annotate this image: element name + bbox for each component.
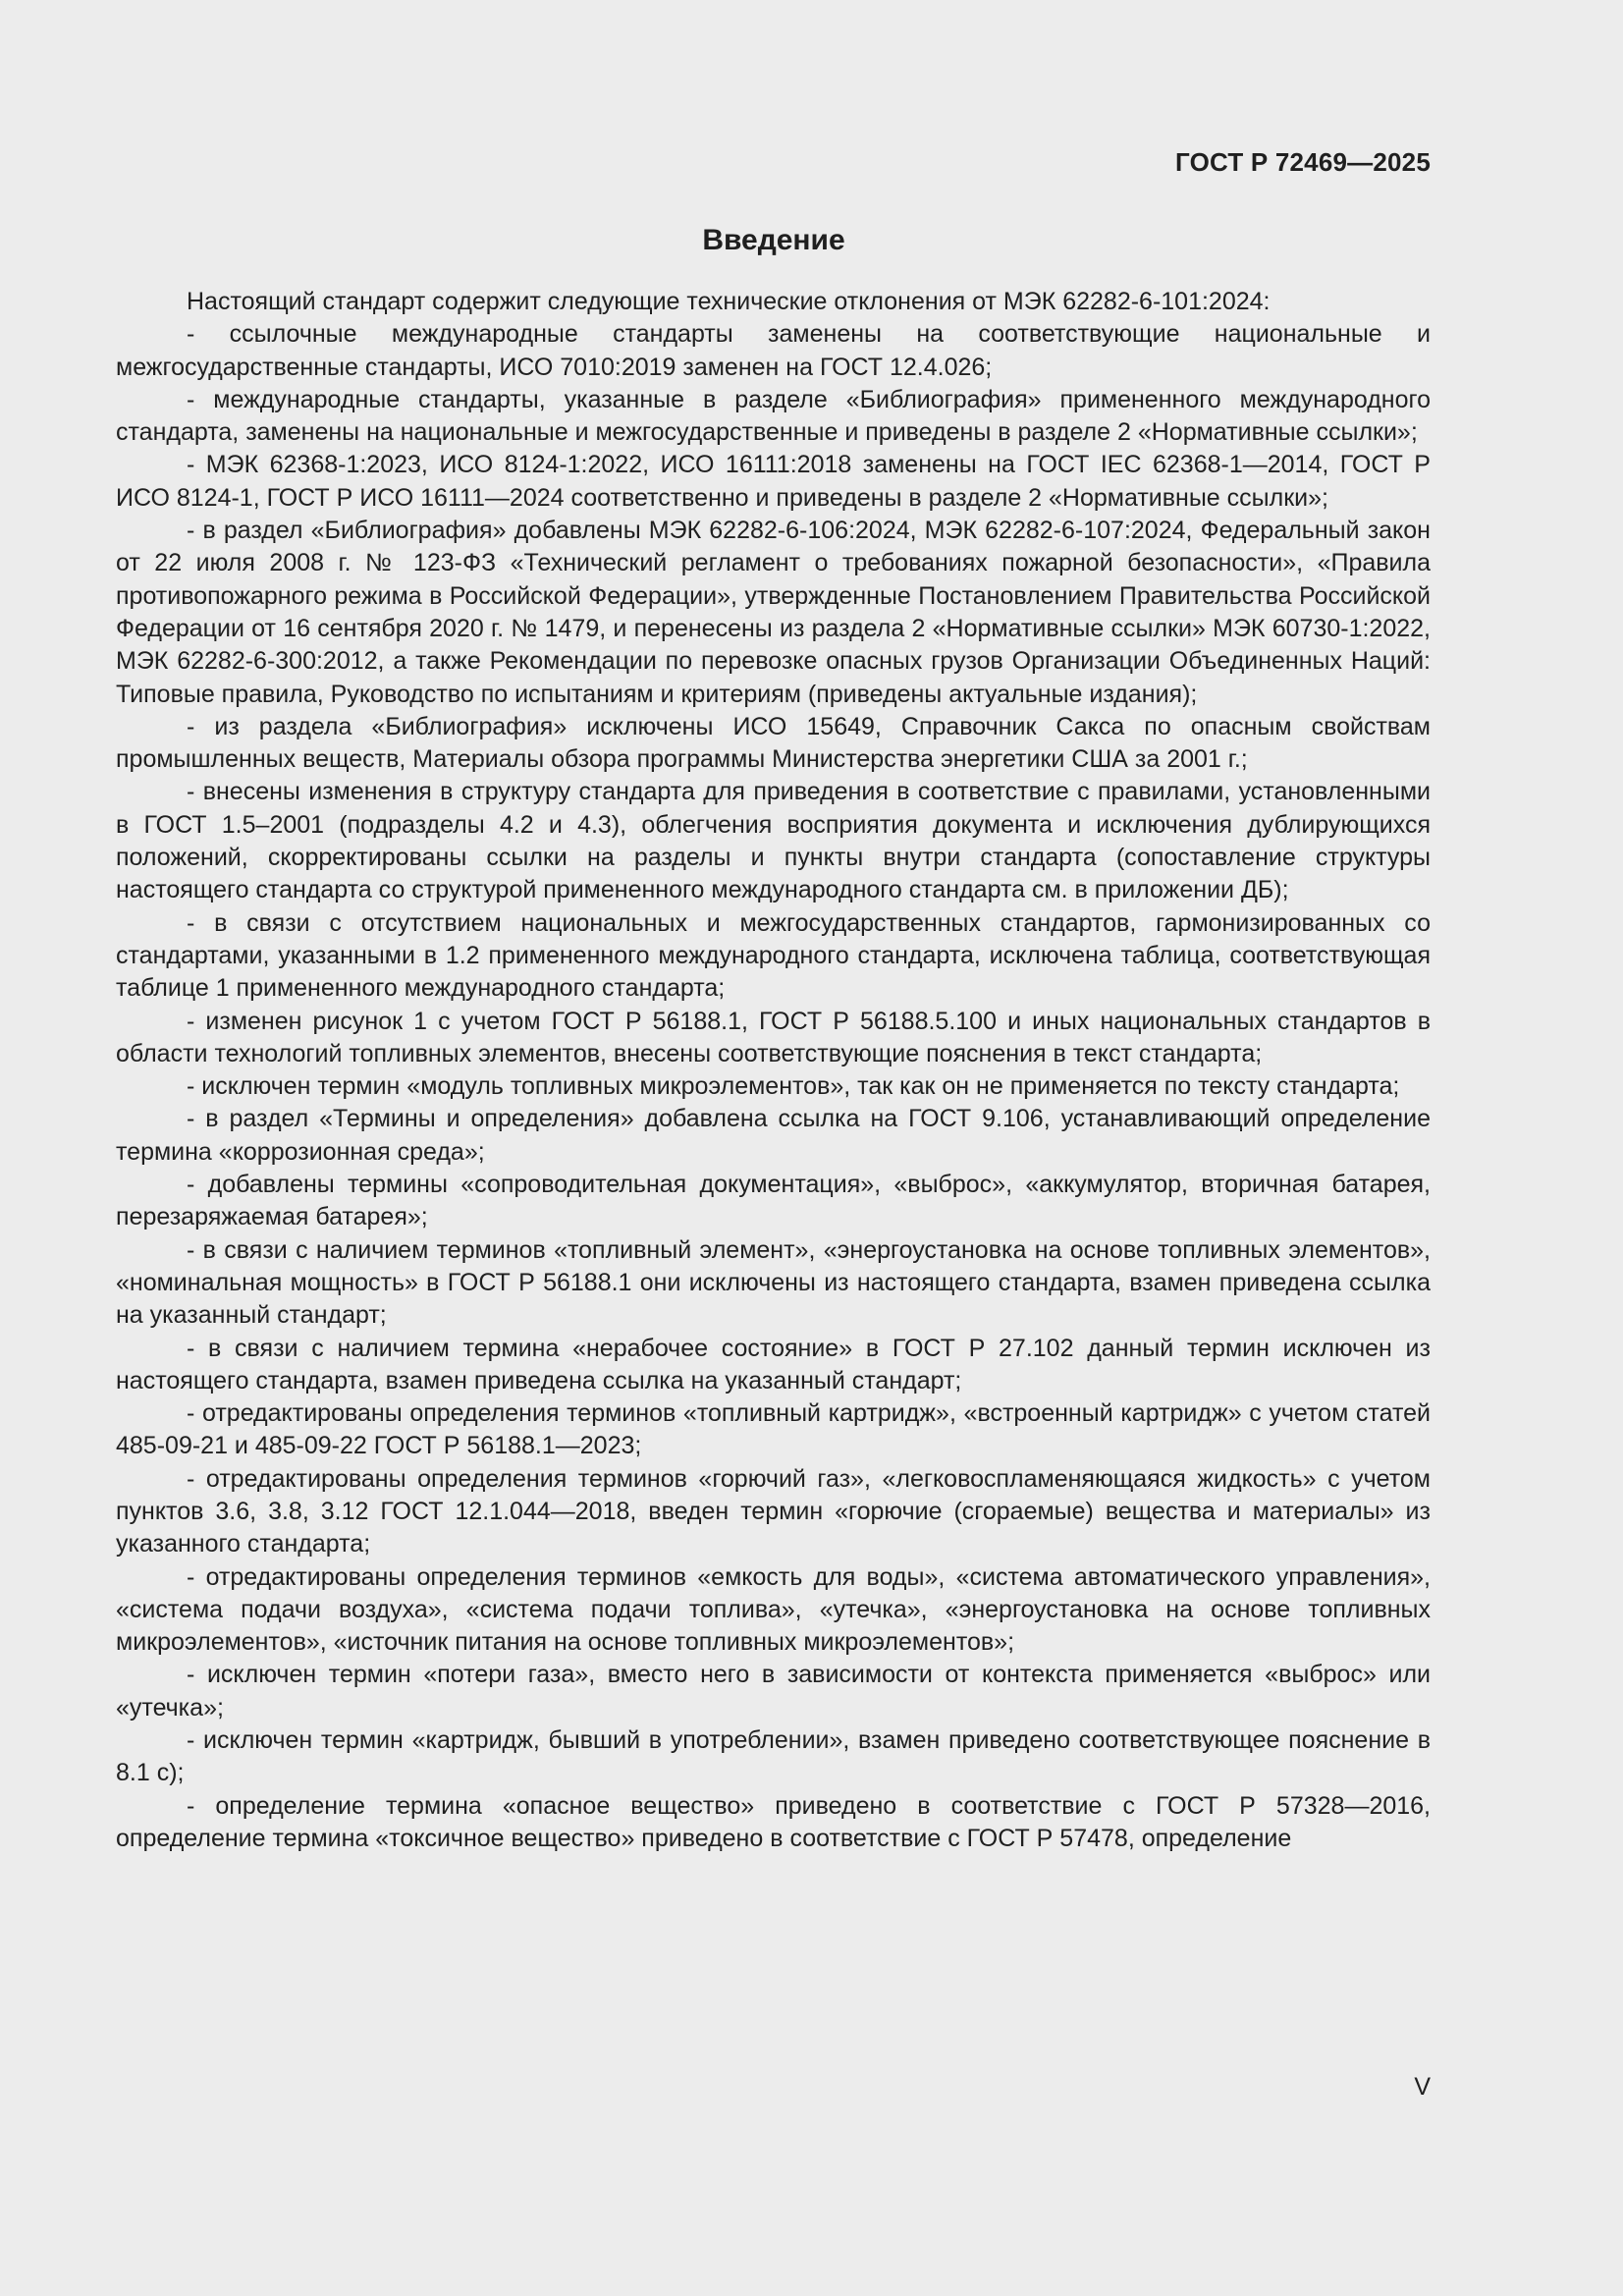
- list-item: - МЭК 62368-1:2023, ИСО 8124-1:2022, ИСО 16111:2018 заменены на ГОСТ IEC 62368-1—2014, ГОСТ Р ИСО 8124-1, ГОСТ Р ИСО 16111—2024 соответственно и приведены в разделе 2 «Нормативные ссылки»;: [116, 451, 1431, 512]
- list-item: - в связи с наличием термина «нерабочее состояние» в ГОСТ Р 27.102 данный термин исключен из настоящего стандарта, взамен приведена ссылка на указанный стандарт;: [116, 1334, 1431, 1394]
- list-item: - отредактированы определения терминов «емкость для воды», «система автоматического управления», «система подачи воздуха», «система подачи топлива», «утечка», «энергоустановка на основе топливных микроэлементов», «источник питания на основе топливных микроэлементов»;: [116, 1562, 1431, 1657]
- list-item: - внесены изменения в структуру стандарта для приведения в соответствие с правилами, установленными в ГОСТ 1.5–2001 (подразделы 4.2 и 4.3), облегчения восприятия документа и исключения дублирующихся положений, скорректированы ссылки на разделы и пункты внутри стандарта (сопоставление структуры настоящего стандарта со структурой примененного международного стандарта см. в приложении ДБ);: [116, 778, 1431, 904]
- list-item: - исключен термин «модуль топливных микроэлементов», так как он не применяется по тексту стандарта;: [187, 1072, 1400, 1101]
- list-item: - ссылочные международные стандарты заменены на соответствующие национальные и межгосударственные стандарты, ИСО 7010:2019 заменен на ГОСТ 12.4.026;: [116, 320, 1431, 381]
- section-title: Введение: [702, 224, 845, 256]
- list-item: - из раздела «Библиография» исключены ИСО 15649, Справочник Сакса по опасным свойствам промышленных веществ, Материалы обзора программы Министерства энергетики США за 2001 г.;: [116, 712, 1431, 774]
- list-item: - исключен термин «потери газа», вместо него в зависимости от контекста применяется «выброс» или «утечка»;: [116, 1661, 1431, 1722]
- document-code: ГОСТ Р 72469—2025: [1175, 147, 1431, 177]
- list-item: - в раздел «Термины и определения» добавлена ссылка на ГОСТ 9.106, устанавливающий определение термина «коррозионная среда»;: [116, 1105, 1431, 1166]
- list-item: - добавлены термины «сопроводительная документация», «выброс», «аккумулятор, вторичная батарея, перезаряжаемая батарея»;: [116, 1171, 1431, 1231]
- list-item: - исключен термин «картридж, бывший в употреблении», взамен приведено соответствующее пояснение в 8.1 с);: [116, 1726, 1431, 1787]
- list-item: - в связи с отсутствием национальных и межгосударственных стандартов, гармонизированных со стандартами, указанными в 1.2 примененного международного стандарта, исключена таблица, соответствующая таблице 1 примененного международного стандарта;: [116, 908, 1431, 1003]
- list-item: - отредактированы определения терминов «горючий газ», «легковоспламеняющаяся жидкость» с учетом пунктов 3.6, 3.8, 3.12 ГОСТ 12.1.044—2018, введен термин «горючие (сгораемые) вещества и материалы» из указанного стандарта;: [116, 1464, 1431, 1558]
- list-item: - в связи с наличием терминов «топливный элемент», «энергоустановка на основе топливных элементов», «номинальная мощность» в ГОСТ Р 56188.1 они исключены из настоящего стандарта, взамен приведена ссылка на указанный стандарт;: [116, 1235, 1431, 1330]
- list-item: - изменен рисунок 1 с учетом ГОСТ Р 56188.1, ГОСТ Р 56188.5.100 и иных национальных стандартов в области технологий топливных элементов, внесены соответствующие пояснения в текст стандарта;: [116, 1007, 1431, 1067]
- list-item: - определение термина «опасное вещество» приведено в соответствие с ГОСТ Р 57328—2016, определение термина «токсичное вещество» приведено в соответствие с ГОСТ Р 57478, определение: [116, 1791, 1431, 1852]
- body-text: [116, 286, 1431, 1855]
- paragraph-intro: Настоящий стандарт содержит следующие технические отклонения от МЭК 62282-6-101:2024:: [187, 288, 1271, 315]
- list-item: - в раздел «Библиография» добавлены МЭК 62282-6-106:2024, МЭК 62282-6-107:2024, Федеральный закон от 22 июля 2008 г. № 123-ФЗ «Технический регламент о требованиях пожарной безопасности», «Правила противопожарного режима в Российской Федерации», утвержденные Постановлением Правительства Российской Федерации от 16 сентября 2020 г. № 1479, и перенесены из раздела 2 «Нормативные ссылки» МЭК 60730-1:2022, МЭК 62282-6-300:2012, а также Рекомендации по перевозке опасных грузов Организации Объединенных Наций: Типовые правила, Руководство по испытаниям и критериям (приведены актуальные издания);: [116, 517, 1431, 708]
- page-number: V: [1414, 2073, 1431, 2101]
- list-item: - отредактированы определения терминов «топливный картридж», «встроенный картридж» с учетом статей 485-09-21 и 485-09-22 ГОСТ Р 56188.1—2023;: [116, 1399, 1431, 1460]
- list-item: - международные стандарты, указанные в разделе «Библиография» примененного международного стандарта, заменены на национальные и межгосударственные и приведены в разделе 2 «Нормативные ссылки»;: [116, 385, 1431, 447]
